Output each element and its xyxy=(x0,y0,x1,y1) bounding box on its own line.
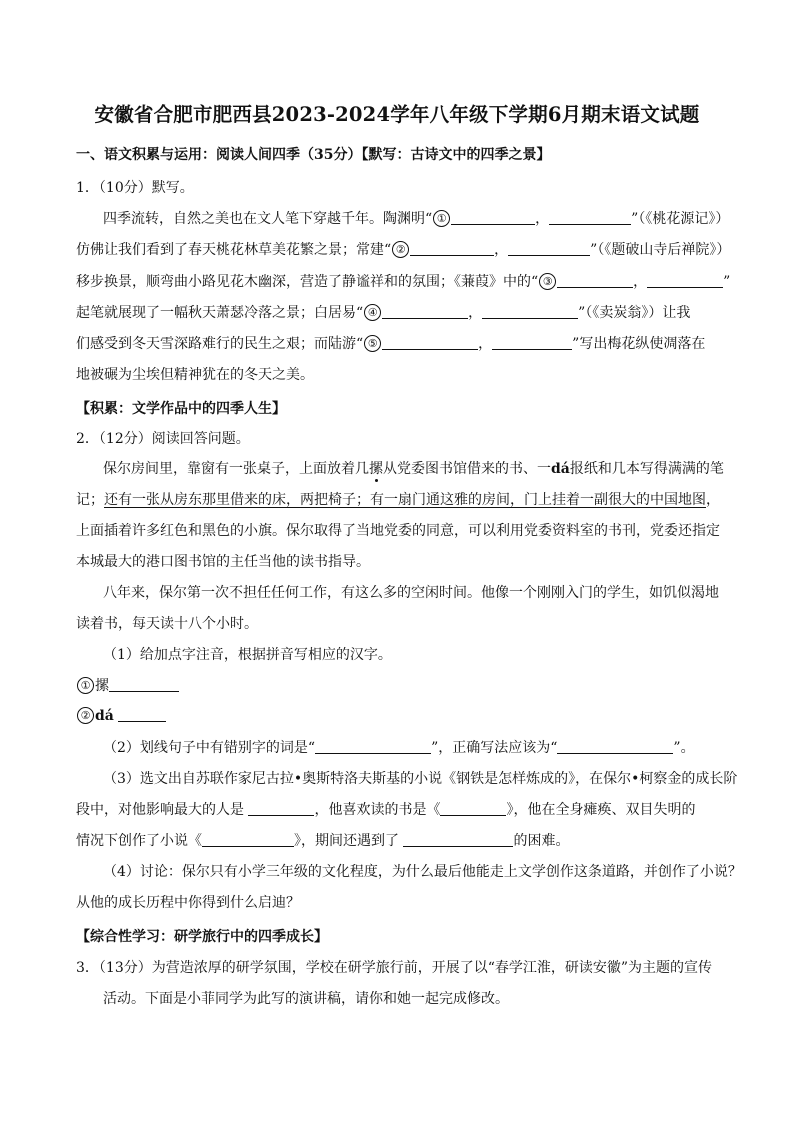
answer-blank[interactable] xyxy=(647,272,723,288)
q1-line4: 起笔就展现了一幅秋天萧瑟冷落之景；白居易“ ④ ， ”（《卖炭翁》）让我 xyxy=(76,305,691,321)
passage-line1: 保尔房间里，靠窗有一张桌子，上面放着几摞从党委图书馆借来的书、一dá报纸和几本写得满满的笔 xyxy=(103,461,724,477)
answer-blank[interactable] xyxy=(248,800,314,816)
answer-blank[interactable] xyxy=(451,209,535,225)
answer-blank[interactable] xyxy=(382,334,478,350)
passage-line4: 本城最大的港口图书馆的主任当他的读书指导。 xyxy=(76,554,370,570)
section3-heading: 【综合性学习：研学旅行中的四季成长】 xyxy=(76,929,328,945)
answer-blank[interactable] xyxy=(109,676,179,692)
passage-line6: 读着书，每天读十八个小时。 xyxy=(76,616,258,632)
passage-line5: 八年来，保尔第一次不担任任何工作，有这么多的空闲时间。他像一个刚刚入门的学生，如饥似渴地 xyxy=(103,585,719,601)
underlined-sentence: 还有一张从房东那里借来的床，两把椅子；有一扇门通这雅的房间，门上挂着一副很大的中国地图 xyxy=(104,492,706,508)
section1-heading: 一、语文积累与运用：阅读人间四季（35分）【默写：古诗文中的四季之景】 xyxy=(76,147,551,163)
answer-blank[interactable] xyxy=(557,738,673,754)
sub-question-3-line3: 情况下创作了小说《 》，期间还遇到了 的困难。 xyxy=(76,833,570,849)
blank-number-3: ③ xyxy=(539,273,556,290)
sub-question-1a: ① 摞 xyxy=(76,675,179,695)
q1-line6: 地被碾为尘埃但精神犹在的冬天之美。 xyxy=(76,367,314,383)
item-number-1: ① xyxy=(77,677,94,694)
q2-label: 2．（12分）阅读回答问题。 xyxy=(76,431,250,447)
q1-line3: 移步换景，顺弯曲小路见花木幽深，营造了静谧祥和的氛围；《蒹葭》中的“ ③ ， ” xyxy=(76,274,731,290)
sub-question-4-line1: （4）讨论：保尔只有小学三年级的文化程度，为什么最后他能走上文学创作这条道路，并创作了小说？ xyxy=(103,864,742,880)
answer-blank[interactable] xyxy=(549,209,631,225)
answer-blank[interactable] xyxy=(508,240,590,256)
q1-line2: 仿佛让我们看到了春天桃花林草美花繁之景；常建“ ② ， ”（《题破山寺后禅院》） xyxy=(76,242,731,258)
q3-line2: 活动。下面是小菲同学为此写的演讲稿，请你和她一起完成修改。 xyxy=(103,991,509,1007)
answer-blank[interactable] xyxy=(440,800,506,816)
q1-label: 1．（10分）默写。 xyxy=(76,180,194,196)
answer-blank[interactable] xyxy=(202,831,294,847)
sub-question-1: （1）给加点字注音，根据拼音写相应的汉字。 xyxy=(103,647,392,663)
answer-blank[interactable] xyxy=(482,303,578,319)
passage-line3: 上面插着许多红色和黑色的小旗。保尔取得了当地党委的同意，可以利用党委资料室的书刊，党委还指定 xyxy=(76,523,720,539)
q3-line1: 3．（13分）为营造浓厚的研学氛围，学校在研学旅行前，开展了以“春学江淮，研读安徽”为主题的宣传 xyxy=(76,960,713,976)
sub-question-4-line2: 从他的成长历程中你得到什么启迪？ xyxy=(76,895,300,911)
sub-question-1b: ② dá xyxy=(76,706,166,724)
blank-number-5: ⑤ xyxy=(364,335,381,352)
blank-number-1: ① xyxy=(433,210,450,227)
section2-heading: 【积累：文学作品中的四季人生】 xyxy=(76,401,286,417)
blank-number-2: ② xyxy=(392,241,409,258)
q1-line1: 四季流转，自然之美也在文人笔下穿越千年。陶渊明“ ① ， ”（《桃花源记》） xyxy=(103,211,730,227)
answer-blank[interactable] xyxy=(403,831,513,847)
dotted-char: 摞 xyxy=(369,461,383,477)
passage-line2: 记；还有一张从房东那里借来的床，两把椅子；有一扇门通这雅的房间，门上挂着一副很大的中国地图， xyxy=(76,492,720,508)
sub-question-3-line1: （3）选文出自苏联作家尼古拉•奥斯特洛夫斯基的小说《钢铁是怎样炼成的》，在保尔•柯察金的成长阶 xyxy=(103,771,738,787)
sub-question-2: （2）划线句子中有错别字的词是“ ”，正确写法应该为“ ”。 xyxy=(103,740,695,756)
answer-blank[interactable] xyxy=(382,303,468,319)
blank-number-4: ④ xyxy=(364,304,381,321)
answer-blank[interactable] xyxy=(410,240,494,256)
answer-blank[interactable] xyxy=(492,334,572,350)
sub-question-3-line2: 段中，对他影响最大的人是 ，他喜欢读的书是《 》，他在全身瘫痪、双目失明的 xyxy=(76,802,696,818)
q1-line5: 们感受到冬天雪深路难行的民生之艰；而陆游“ ⑤ ， ”写出梅花纵使凋落在 xyxy=(76,336,706,352)
page-title: 安徽省合肥市肥西县2023-2024学年八年级下学期6月期末语文试题 xyxy=(94,103,700,126)
answer-blank[interactable] xyxy=(118,706,166,722)
item-number-2: ② xyxy=(77,707,94,724)
answer-blank[interactable] xyxy=(315,738,431,754)
answer-blank[interactable] xyxy=(557,272,633,288)
